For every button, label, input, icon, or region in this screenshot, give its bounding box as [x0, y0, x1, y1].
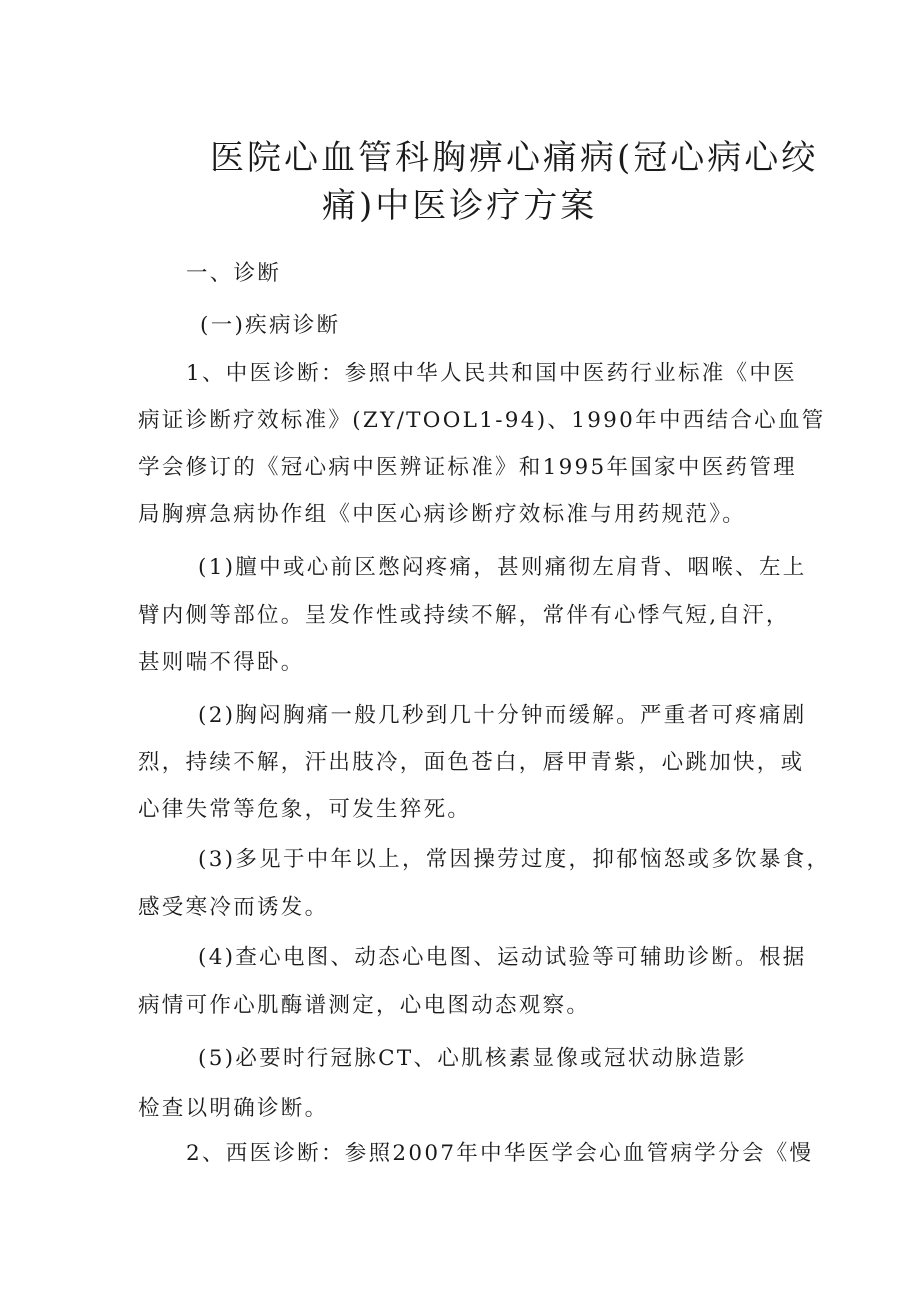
paragraph-line: (1)膻中或心前区憋闷疼痛，甚则痛彻左肩背、咽喉、左上 [198, 555, 807, 580]
subsection-heading: (一)疾病诊断 [200, 313, 341, 338]
paragraph-line: 1、中医诊断：参照中华人民共和国中医药行业标准《中医 [186, 361, 797, 386]
paragraph-line: 感受寒冷而诱发。 [138, 895, 329, 920]
paragraph-line: (4)查心电图、动态心电图、运动试验等可辅助诊断。根据 [198, 945, 807, 970]
document-title-line-2: 痛)中医诊疗方案 [322, 186, 598, 226]
document-title-line-1: 医院心血管科胸痹心痛病(冠心病心绞 [210, 138, 819, 178]
section-heading: 一、诊断 [186, 261, 282, 286]
paragraph-line: 烈，持续不解，汗出肢冷，面色苍白，唇甲青紫，心跳加快，或 [138, 750, 805, 775]
paragraph-line: (3)多见于中年以上，常因操劳过度，抑郁恼怒或多饮暴食， [198, 847, 831, 872]
paragraph-line: (2)胸闷胸痛一般几秒到几十分钟而缓解。严重者可疼痛剧 [198, 703, 807, 728]
paragraph-line: (5)必要时行冠脉CT、心肌核素显像或冠状动脉造影 [198, 1046, 747, 1071]
paragraph-line: 2、西医诊断：参照2007年中华医学会心血管病学分会《慢 [186, 1141, 814, 1166]
paragraph-line: 臂内侧等部位。呈发作性或持续不解，常伴有心悸气短,自汗， [138, 603, 790, 628]
paragraph-line: 病情可作心肌酶谱测定，心电图动态观察。 [138, 993, 591, 1018]
paragraph-line: 甚则喘不得卧。 [138, 650, 305, 675]
paragraph-line: 病证诊断疗效标准》(ZY/TOOL1-94)、1990年中西结合心血管 [138, 408, 826, 433]
paragraph-line: 局胸痹急病协作组《中医心病诊断疗效标准与用药规范》。 [138, 502, 747, 527]
paragraph-line: 心律失常等危象，可发生猝死。 [138, 797, 472, 822]
paragraph-line: 学会修订的《冠心病中医辨证标准》和1995年国家中医药管理 [138, 455, 797, 480]
paragraph-line: 检查以明确诊断。 [138, 1096, 329, 1121]
